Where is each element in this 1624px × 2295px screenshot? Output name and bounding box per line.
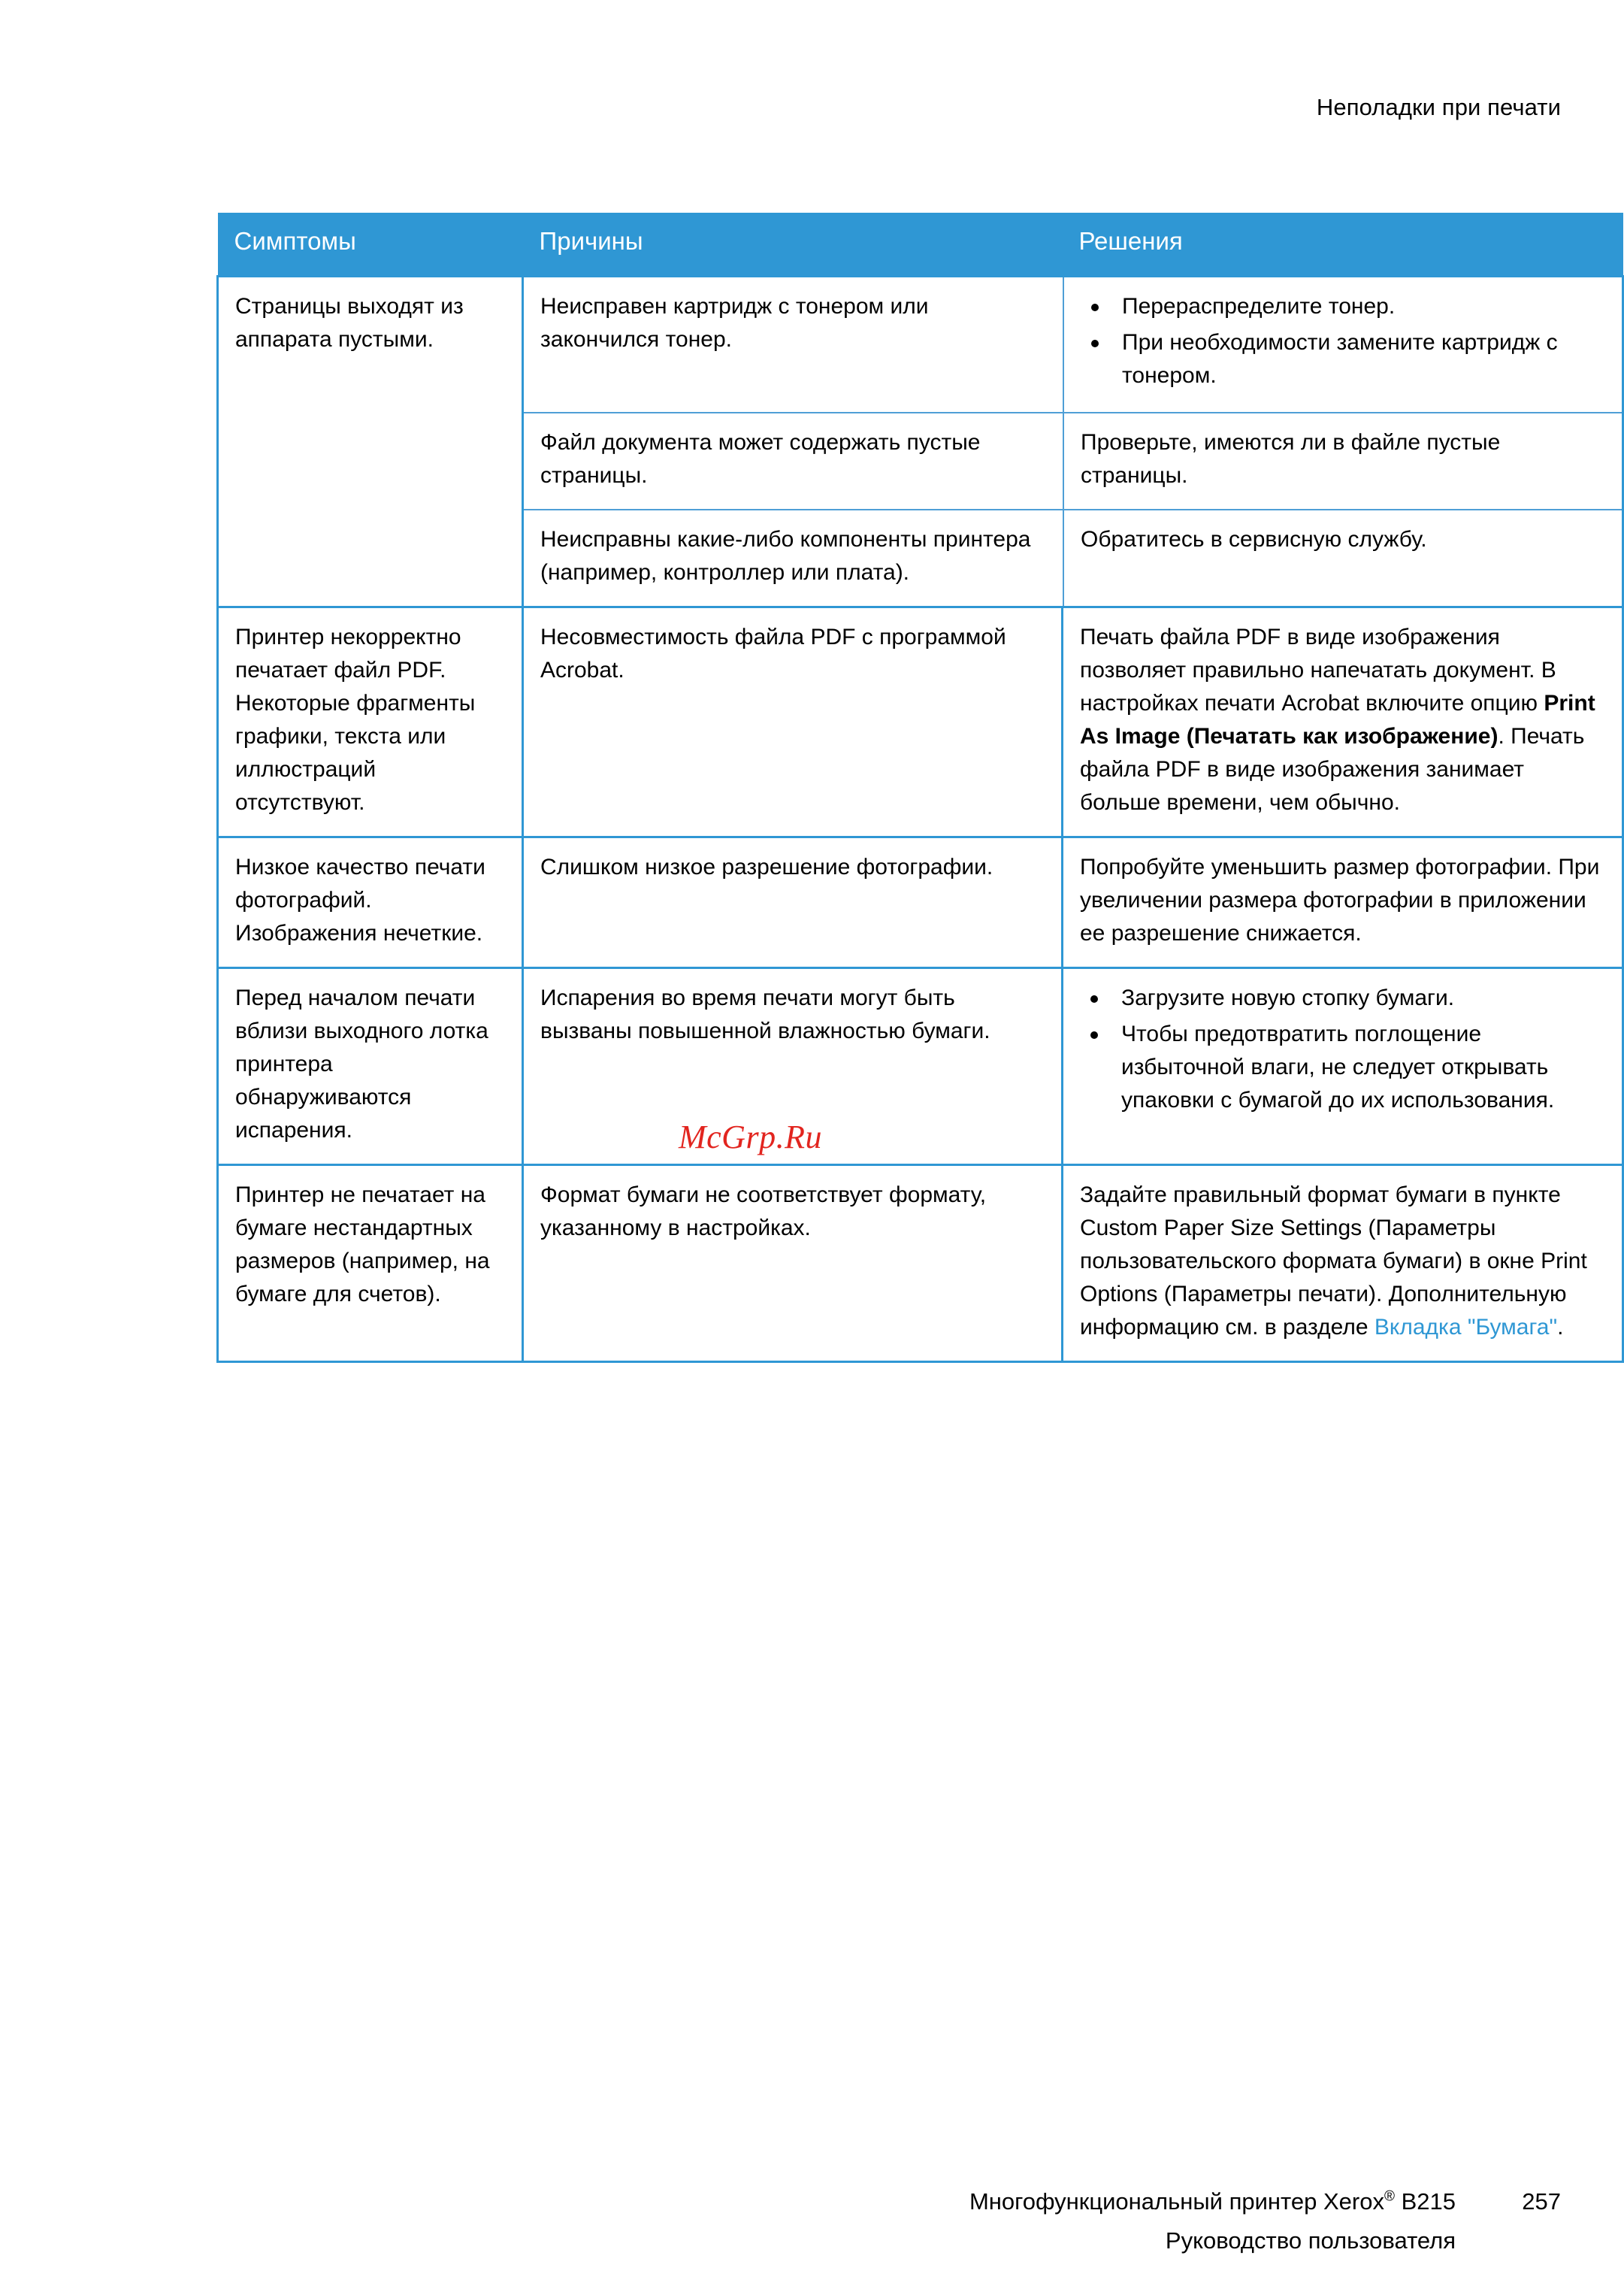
cell-symptom: Принтер не печатает на бумаге нестандартных размеров (например, на бумаге для счетов). <box>218 1165 523 1362</box>
cell-cause: Формат бумаги не соответствует формату, указанному в настройках. <box>523 1165 1063 1362</box>
solution-text-before: Задайте правильный формат бумаги в пункте Custom Paper Size Settings (Параметры пользовательского формата бумаги) в окне Print Options (Параметры печати). Дополнительную информацию см. в разделе <box>1080 1182 1587 1340</box>
cell-cause: Испарения во время печати могут быть вызваны повышенной влажностью бумаги. <box>523 968 1063 1165</box>
cell-solution: Обратитесь в сервисную службу. <box>1063 510 1624 606</box>
table-row <box>218 277 1623 607</box>
list-item: Перераспределите тонер. <box>1081 290 1606 323</box>
running-header: Неполадки при печати <box>1316 94 1561 120</box>
cell-symptom: Страницы выходят из аппарата пустыми. <box>218 277 523 607</box>
footer-product-name: Многофункциональный принтер Xerox <box>969 2188 1384 2215</box>
column-header-symptoms: Симптомы <box>218 213 523 277</box>
cell-solution: Проверьте, имеются ли в файле пустые страницы. <box>1063 413 1624 510</box>
list-item: Чтобы предотвратить поглощение избыточной влаги, не следует открывать упаковки с бумагой до их использования. <box>1080 1018 1604 1117</box>
solution-text-after: . Печать файла PDF в виде изображения занимает больше времени, чем обычно. <box>1080 724 1585 815</box>
troubleshooting-table-wrapper <box>216 213 1622 1363</box>
table-row <box>218 837 1623 968</box>
footer-product-title <box>969 2188 1456 2215</box>
cell-cause: Файл документа может содержать пустые страницы. <box>524 413 1063 510</box>
solution-text-before: Печать файла PDF в виде изображения позволяет правильно напечатать документ. В настройках печати Acrobat включите опцию <box>1080 625 1556 716</box>
column-header-solutions: Решения <box>1063 213 1623 277</box>
cell-solution <box>1063 968 1623 1165</box>
nested-cause-solution-table <box>524 277 1624 606</box>
cell-symptom: Низкое качество печати фотографий. Изображения нечеткие. <box>218 837 523 968</box>
registered-trademark-symbol: ® <box>1384 2188 1395 2205</box>
table-body <box>218 277 1623 1362</box>
column-header-causes: Причины <box>523 213 1063 277</box>
list-item: Загрузите новую стопку бумаги. <box>1080 982 1604 1015</box>
cell-cause-solution-group <box>523 277 1623 607</box>
cell-solution <box>1063 1165 1623 1362</box>
solution-bullet-list <box>1080 982 1604 1117</box>
cell-cause: Слишком низкое разрешение фотографии. <box>523 837 1063 968</box>
cell-solution: Попробуйте уменьшить размер фотографии. При увеличении размера фотографии в приложении ее разрешение снижается. <box>1063 837 1623 968</box>
solution-text-after: . <box>1557 1315 1564 1340</box>
cell-cause: Неисправны какие-либо компоненты принтера (например, контроллер или плата). <box>524 510 1063 606</box>
cell-cause: Несовместимость файла PDF с программой Acrobat. <box>523 607 1063 837</box>
cell-symptom: Перед началом печати вблизи выходного лотка принтера обнаруживаются испарения. <box>218 968 523 1165</box>
cell-symptom: Принтер некорректно печатает файл PDF. Некоторые фрагменты графики, текста или иллюстраций отсутствуют. <box>218 607 523 837</box>
table-row <box>524 413 1624 510</box>
solution-bullet-list <box>1081 290 1606 392</box>
table-row <box>218 1165 1623 1362</box>
table-row <box>218 968 1623 1165</box>
page-number: 257 <box>1522 2188 1561 2215</box>
cell-solution <box>1063 607 1623 837</box>
footer-product-model: B215 <box>1394 2188 1456 2215</box>
footer-guide-title: Руководство пользователя <box>1165 2227 1456 2254</box>
table-header-row <box>218 213 1623 277</box>
list-item: При необходимости замените картридж с тонером. <box>1081 326 1606 392</box>
cell-solution <box>1063 277 1624 413</box>
troubleshooting-table <box>216 213 1624 1363</box>
cell-cause: Неисправен картридж с тонером или закончился тонер. <box>524 277 1063 413</box>
table-row <box>524 277 1624 413</box>
cross-reference-link[interactable]: Вкладка "Бумага" <box>1374 1315 1558 1340</box>
table-row <box>524 510 1624 606</box>
page-footer <box>0 2178 1561 2260</box>
watermark-mcgrp: McGrp.Ru <box>679 1119 822 1155</box>
solution-option-name: Print As Image (Печатать как изображение) <box>1080 691 1595 749</box>
table-row <box>218 607 1623 837</box>
table-head <box>218 213 1623 277</box>
footer-line-product <box>0 2178 1561 2221</box>
